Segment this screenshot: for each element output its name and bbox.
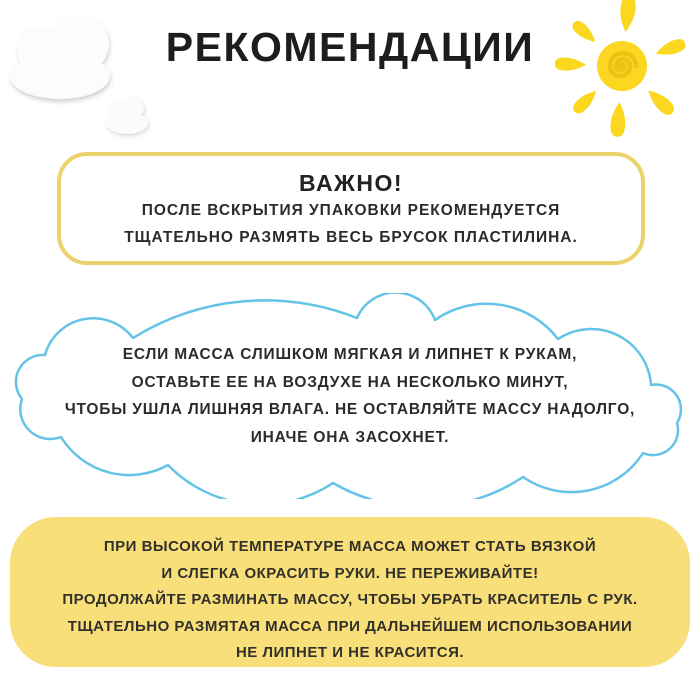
warning-line: ПРОДОЛЖАЙТЕ РАЗМИНАТЬ МАССУ, ЧТОБЫ УБРАТЬ КРАСИТЕЛЬ С РУК.: [62, 591, 638, 608]
cloud-note-line: ИНАЧЕ ОНА ЗАСОХНЕТ.: [250, 428, 450, 446]
warning-line: ТЩАТЕЛЬНО РАЗМЯТАЯ МАССА ПРИ ДАЛЬНЕЙШЕМ ИСПОЛЬЗОВАНИИ: [67, 617, 633, 635]
important-line: ПОСЛЕ ВСКРЫТИЯ УПАКОВКИ РЕКОМЕНДУЕТСЯ: [141, 202, 561, 219]
cloud-note-text: [5, 341, 695, 451]
cloud-note-line: ЧТОБЫ УШЛА ЛИШНЯЯ ВЛАГА. НЕ ОСТАВЛЯЙТЕ МАССУ НАДОЛГО,: [64, 401, 636, 418]
warning-box: [10, 517, 690, 667]
important-line: ТЩАТЕЛЬНО РАЗМЯТЬ ВЕСЬ БРУСОК ПЛАСТИЛИНА.: [124, 228, 578, 246]
page-title: РЕКОМЕНДАЦИИ: [165, 24, 535, 70]
warning-line: НЕ ЛИПНЕТ И НЕ КРАСИТСЯ.: [235, 644, 465, 661]
cloud-note-line: ЕСЛИ МАССА СЛИШКОМ МЯГКАЯ И ЛИПНЕТ К РУКАМ,: [122, 346, 578, 363]
sun-icon: [552, 0, 700, 142]
cloud-note-line: ОСТАВЬТЕ ЕЕ НА ВОЗДУХЕ НА НЕСКОЛЬКО МИНУТ,: [131, 373, 569, 391]
important-heading: ВАЖНО!: [298, 170, 404, 196]
cloud-note-bubble: [5, 293, 695, 499]
warning-line: ПРИ ВЫСОКОЙ ТЕМПЕРАТУРЕ МАССА МОЖЕТ СТАТЬ ВЯЗКОЙ: [103, 538, 597, 555]
warning-line: И СЛЕГКА ОКРАСИТЬ РУКИ. НЕ ПЕРЕЖИВАЙТЕ!: [161, 564, 539, 582]
important-box: [57, 152, 645, 265]
